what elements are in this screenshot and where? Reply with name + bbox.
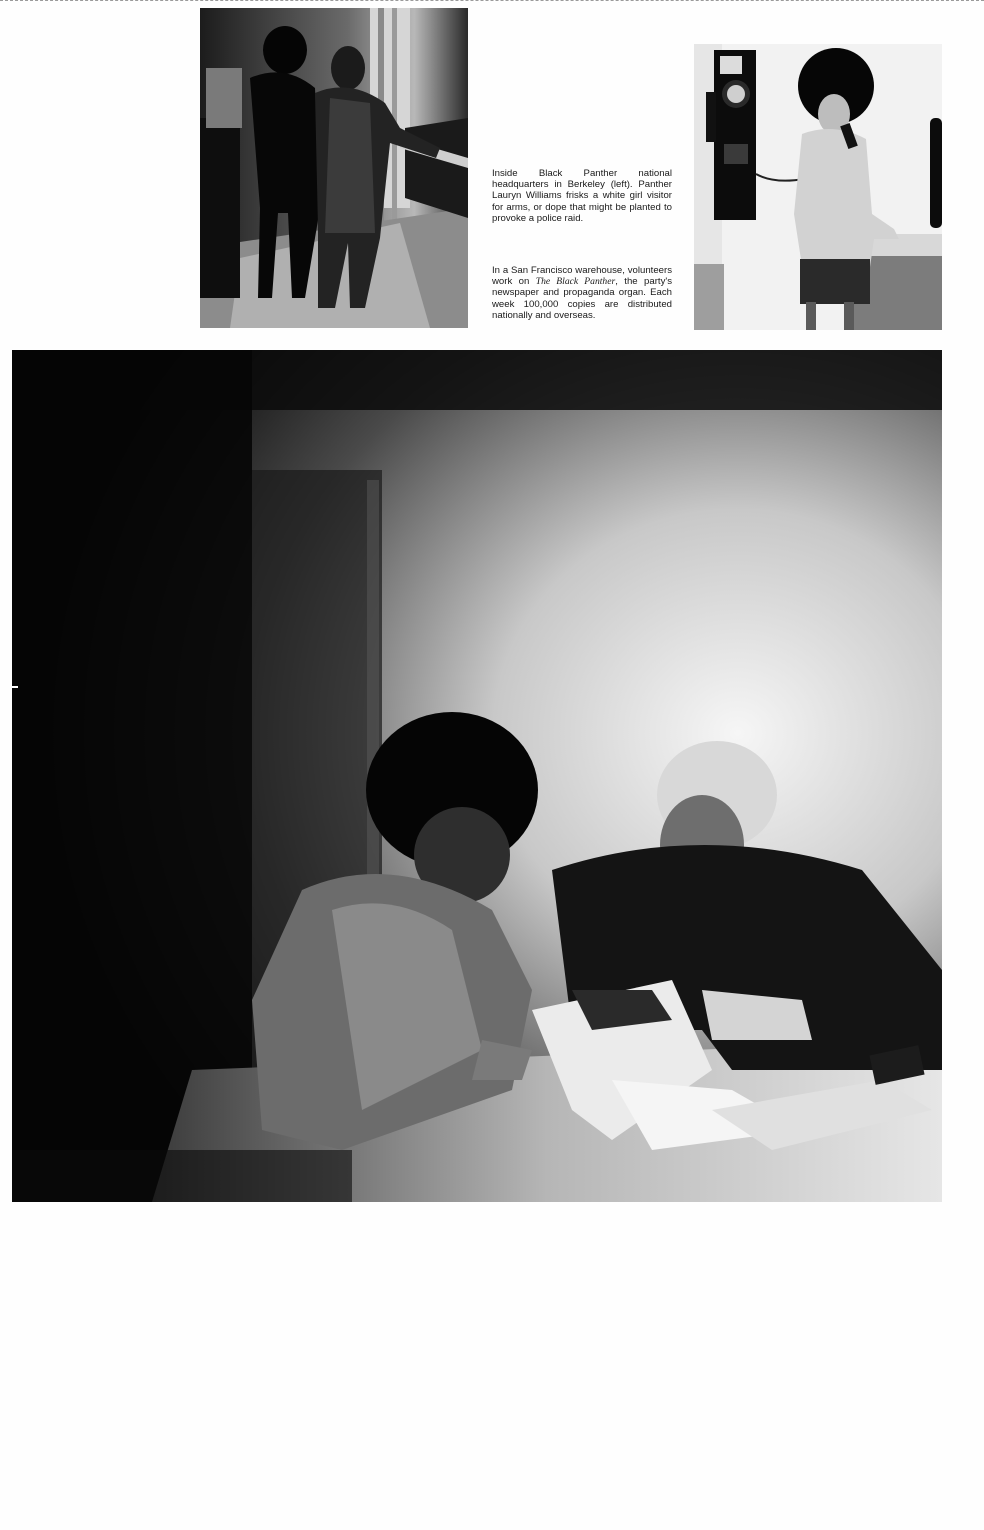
scan-mark bbox=[12, 686, 18, 688]
newspaper-volunteers-photo bbox=[12, 350, 942, 1202]
warehouse-caption-after: , the party's newspaper and propaganda organ. Each week 100,000 copies are distributed nationally and overseas. bbox=[492, 276, 672, 321]
berkeley-headquarters-photo bbox=[200, 8, 468, 328]
warehouse-caption bbox=[492, 265, 672, 321]
warehouse-caption-before: In a San Francisco warehouse, volunteers work on bbox=[492, 265, 672, 288]
hq-frisk-caption: Inside Black Panther national headquarters in Berkeley (left). Panther Lauryn Williams frisks a white girl visitor for arms, or dope that might be planted to provoke a police raid. bbox=[492, 168, 672, 224]
scan-edge-rule bbox=[0, 0, 984, 4]
newspaper-title: The Black Panther bbox=[535, 276, 616, 288]
frisking-visitor-photo bbox=[694, 44, 942, 330]
